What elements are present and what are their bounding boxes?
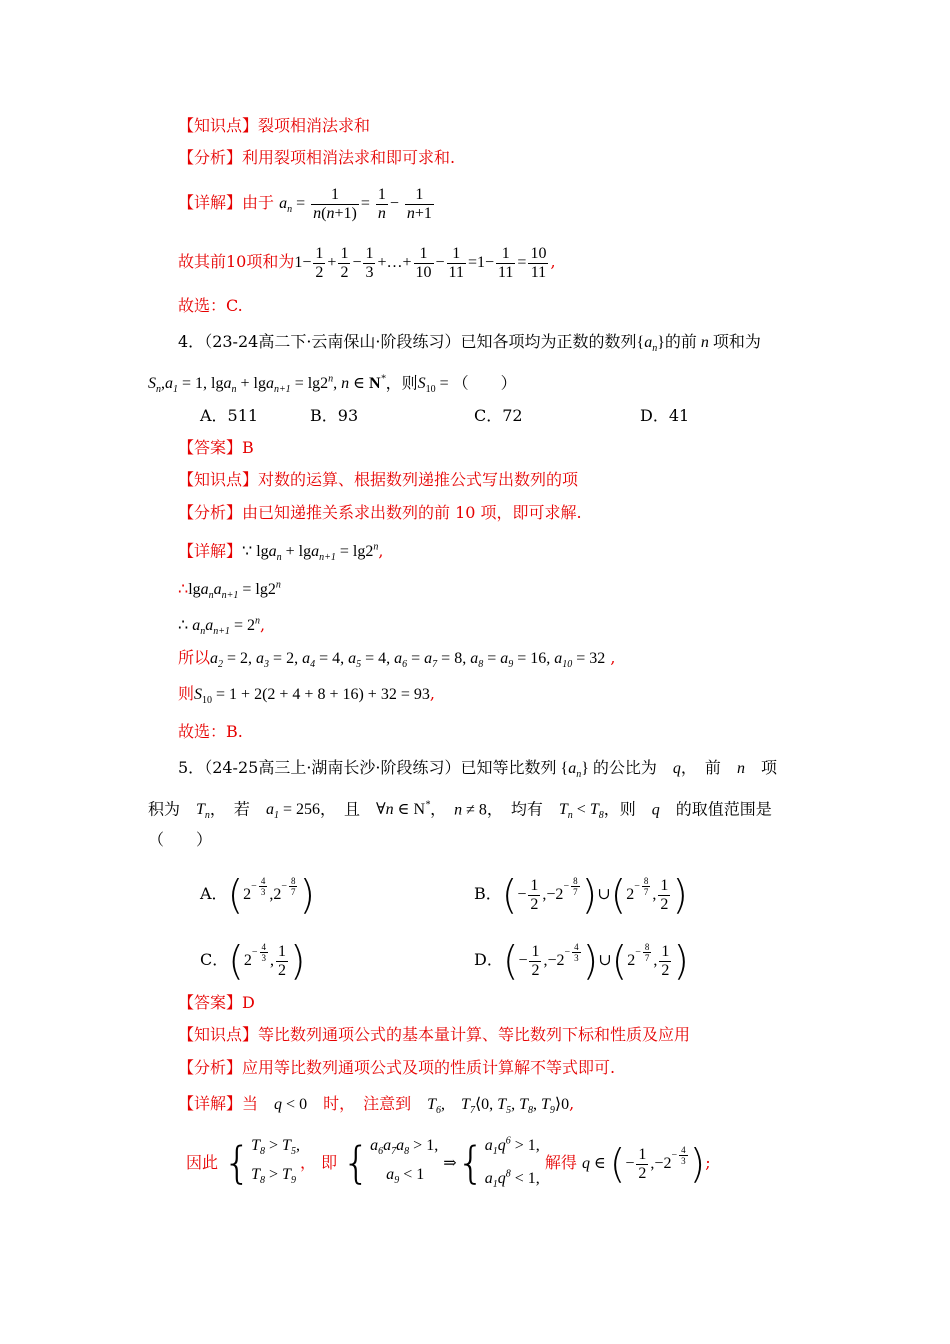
q4-detail-5: 则$S_{10} = 1 + 2(2 + 4 + 8 + 16) + 32 = 93$, xyxy=(178,684,435,707)
q4-stem-line1: 4．（23-24高二下·云南保山·阶段练习）已知各项均为正数的数列$\{a_n\}$的前 n 项和为 xyxy=(178,332,761,355)
tag-knowledge: 【知识点】 xyxy=(178,116,259,135)
q5-option-b: B．(− $\frac{1}{2}$ $,-2^{- \frac{8}{7}}$ )$\cup(2^{- \frac{8}{7}}$ , $\frac{1}{2}$ ) xyxy=(474,872,688,919)
tag-answer: 【答案】 xyxy=(178,438,243,457)
q5-source: （24-25高三上·湖南长沙·阶段练习） xyxy=(204,758,461,777)
q4-stem-line2: $S_n,a_1 = 1$, $\lg a_n + \lg a_{n+1} = \lg 2^n$, n ∈ N*，则$S_{10}$ = （ ） xyxy=(148,373,517,396)
q4-answer: 【答案】B xyxy=(178,438,254,457)
q5-detail-1: 【详解】当 q < 0 时， 注意到 $T_6$, $T_7⟨0$, $T_5$, $T_8$, $T_9⟩0$, xyxy=(178,1094,575,1117)
q5-detail-2: 因此 {$T_8 > T_5$, $T_8 > T_9$， 即 {$a_6a_7a_8 > 1$, $a_9 < 1$ $\Rightarrow\{a_1q^6 > 1$, $a_1q^8 < 1$, 解得 q ∈ (− $\frac{1}{2}$ $,-2^{- \frac{4}{3}}$ ); xyxy=(186,1135,711,1191)
q5-option-a: A．($2^{- \frac{4}{3}}$ $,2^{- \frac{8}{7}}$ ) xyxy=(200,872,316,919)
q4-option-d: D．41 xyxy=(640,406,690,425)
q4-source: （23-24高二下·云南保山·阶段练习） xyxy=(204,332,461,351)
q4-detail-4: 所以$a_2 = 2$, $a_3 = 2$, $a_4 = 4$, $a_5 = 4$, $a_6 = a_7 = 8$, $a_8 = a_9 = 16$, $a_{10} = 32$ , xyxy=(178,648,616,671)
q5-option-d: D．(− $\frac{1}{2}$ $,-2^{- \frac{4}{3}}$ )$\cup(2^{- \frac{8}{7}}$ , $\frac{1}{2}$ ) xyxy=(474,938,690,985)
q5-knowledge: 【知识点】等比数列通项公式的基本量计算、等比数列下标和性质及应用 xyxy=(178,1025,691,1044)
p3-detail: 【详解】由于 $a_n$ = $\frac{1}{n(n+1)}$ = $\frac{1}{n}$ − $\frac{1}{n+1}$ xyxy=(178,180,436,233)
q4-number: 4． xyxy=(178,332,205,351)
q5-stem-line2: 积为 $T_n$， 若 $a_1 = 256$， 且 ∀n ∈ N*， n ≠ 8， 均有 $T_n < T_8$，则 q 的取值范围是 xyxy=(148,799,772,822)
q4-option-b: B．93 xyxy=(310,406,359,425)
tag-detail: 【详解】 xyxy=(178,193,243,212)
q5-analysis: 【分析】应用等比数列通项公式及项的性质计算解不等式即可. xyxy=(178,1058,616,1077)
q4-analysis: 【分析】由已知递推关系求出数列的前 10 项，即可求解. xyxy=(178,503,582,522)
p3-choice: 故选：C. xyxy=(178,296,243,315)
q4-knowledge: 【知识点】对数的运算、根据数列递推公式写出数列的项 xyxy=(178,470,579,489)
q4-detail-2: $\therefore\lg a_na_{n+1} = \lg 2^n$ xyxy=(178,580,281,602)
q5-answer: 【答案】D xyxy=(178,993,255,1012)
q4-option-c: C．72 xyxy=(474,406,523,425)
formula-an: $a_n$ = $\frac{1}{n(n+1)}$ = $\frac{1}{n}$ − $\frac{1}{n+1}$ xyxy=(279,185,432,222)
q5-option-c: C．($2^{- \frac{4}{3}}$ , $\frac{1}{2}$ ) xyxy=(200,938,306,985)
p3-sum: 故其前10项和为1− $\frac{1}{2}$ + $\frac{1}{2}$ − $\frac{1}{3}$ +…+ $\frac{1}{10}$ − $\frac{1}{11}$ =1− $\frac{1}{11}$ = $\frac{10}{11}$ , xyxy=(178,244,556,281)
p3-analysis: 【分析】利用裂项相消法求和即可求和. xyxy=(178,148,456,167)
q4-choice: 故选：B. xyxy=(178,722,243,741)
p3-knowledge: 【知识点】裂项相消法求和 xyxy=(178,116,371,135)
q4-option-a: A．511 xyxy=(200,406,259,425)
q5-number: 5． xyxy=(178,758,205,777)
tag-analysis: 【分析】 xyxy=(178,148,243,167)
q4-detail-3: ∴ $a_na_{n+1} = 2^n$, xyxy=(178,615,266,638)
q5-stem-line3: （ ） xyxy=(148,830,213,849)
q5-stem-line1: 5．（24-25高三上·湖南长沙·阶段练习）已知等比数列 $\{a_n\}$ 的公比为 q， 前 n 项 xyxy=(178,758,777,781)
q4-detail-1: 【详解】∵ $\lg a_n + \lg a_{n+1} = \lg 2^n$, xyxy=(178,541,384,564)
formula-sum: 1− $\frac{1}{2}$ + $\frac{1}{2}$ − $\frac{1}{3}$ +…+ $\frac{1}{10}$ − $\frac{1}{11}$ =1− $\frac{1}{11}$ = $\frac{10}{11}$ xyxy=(294,244,547,281)
